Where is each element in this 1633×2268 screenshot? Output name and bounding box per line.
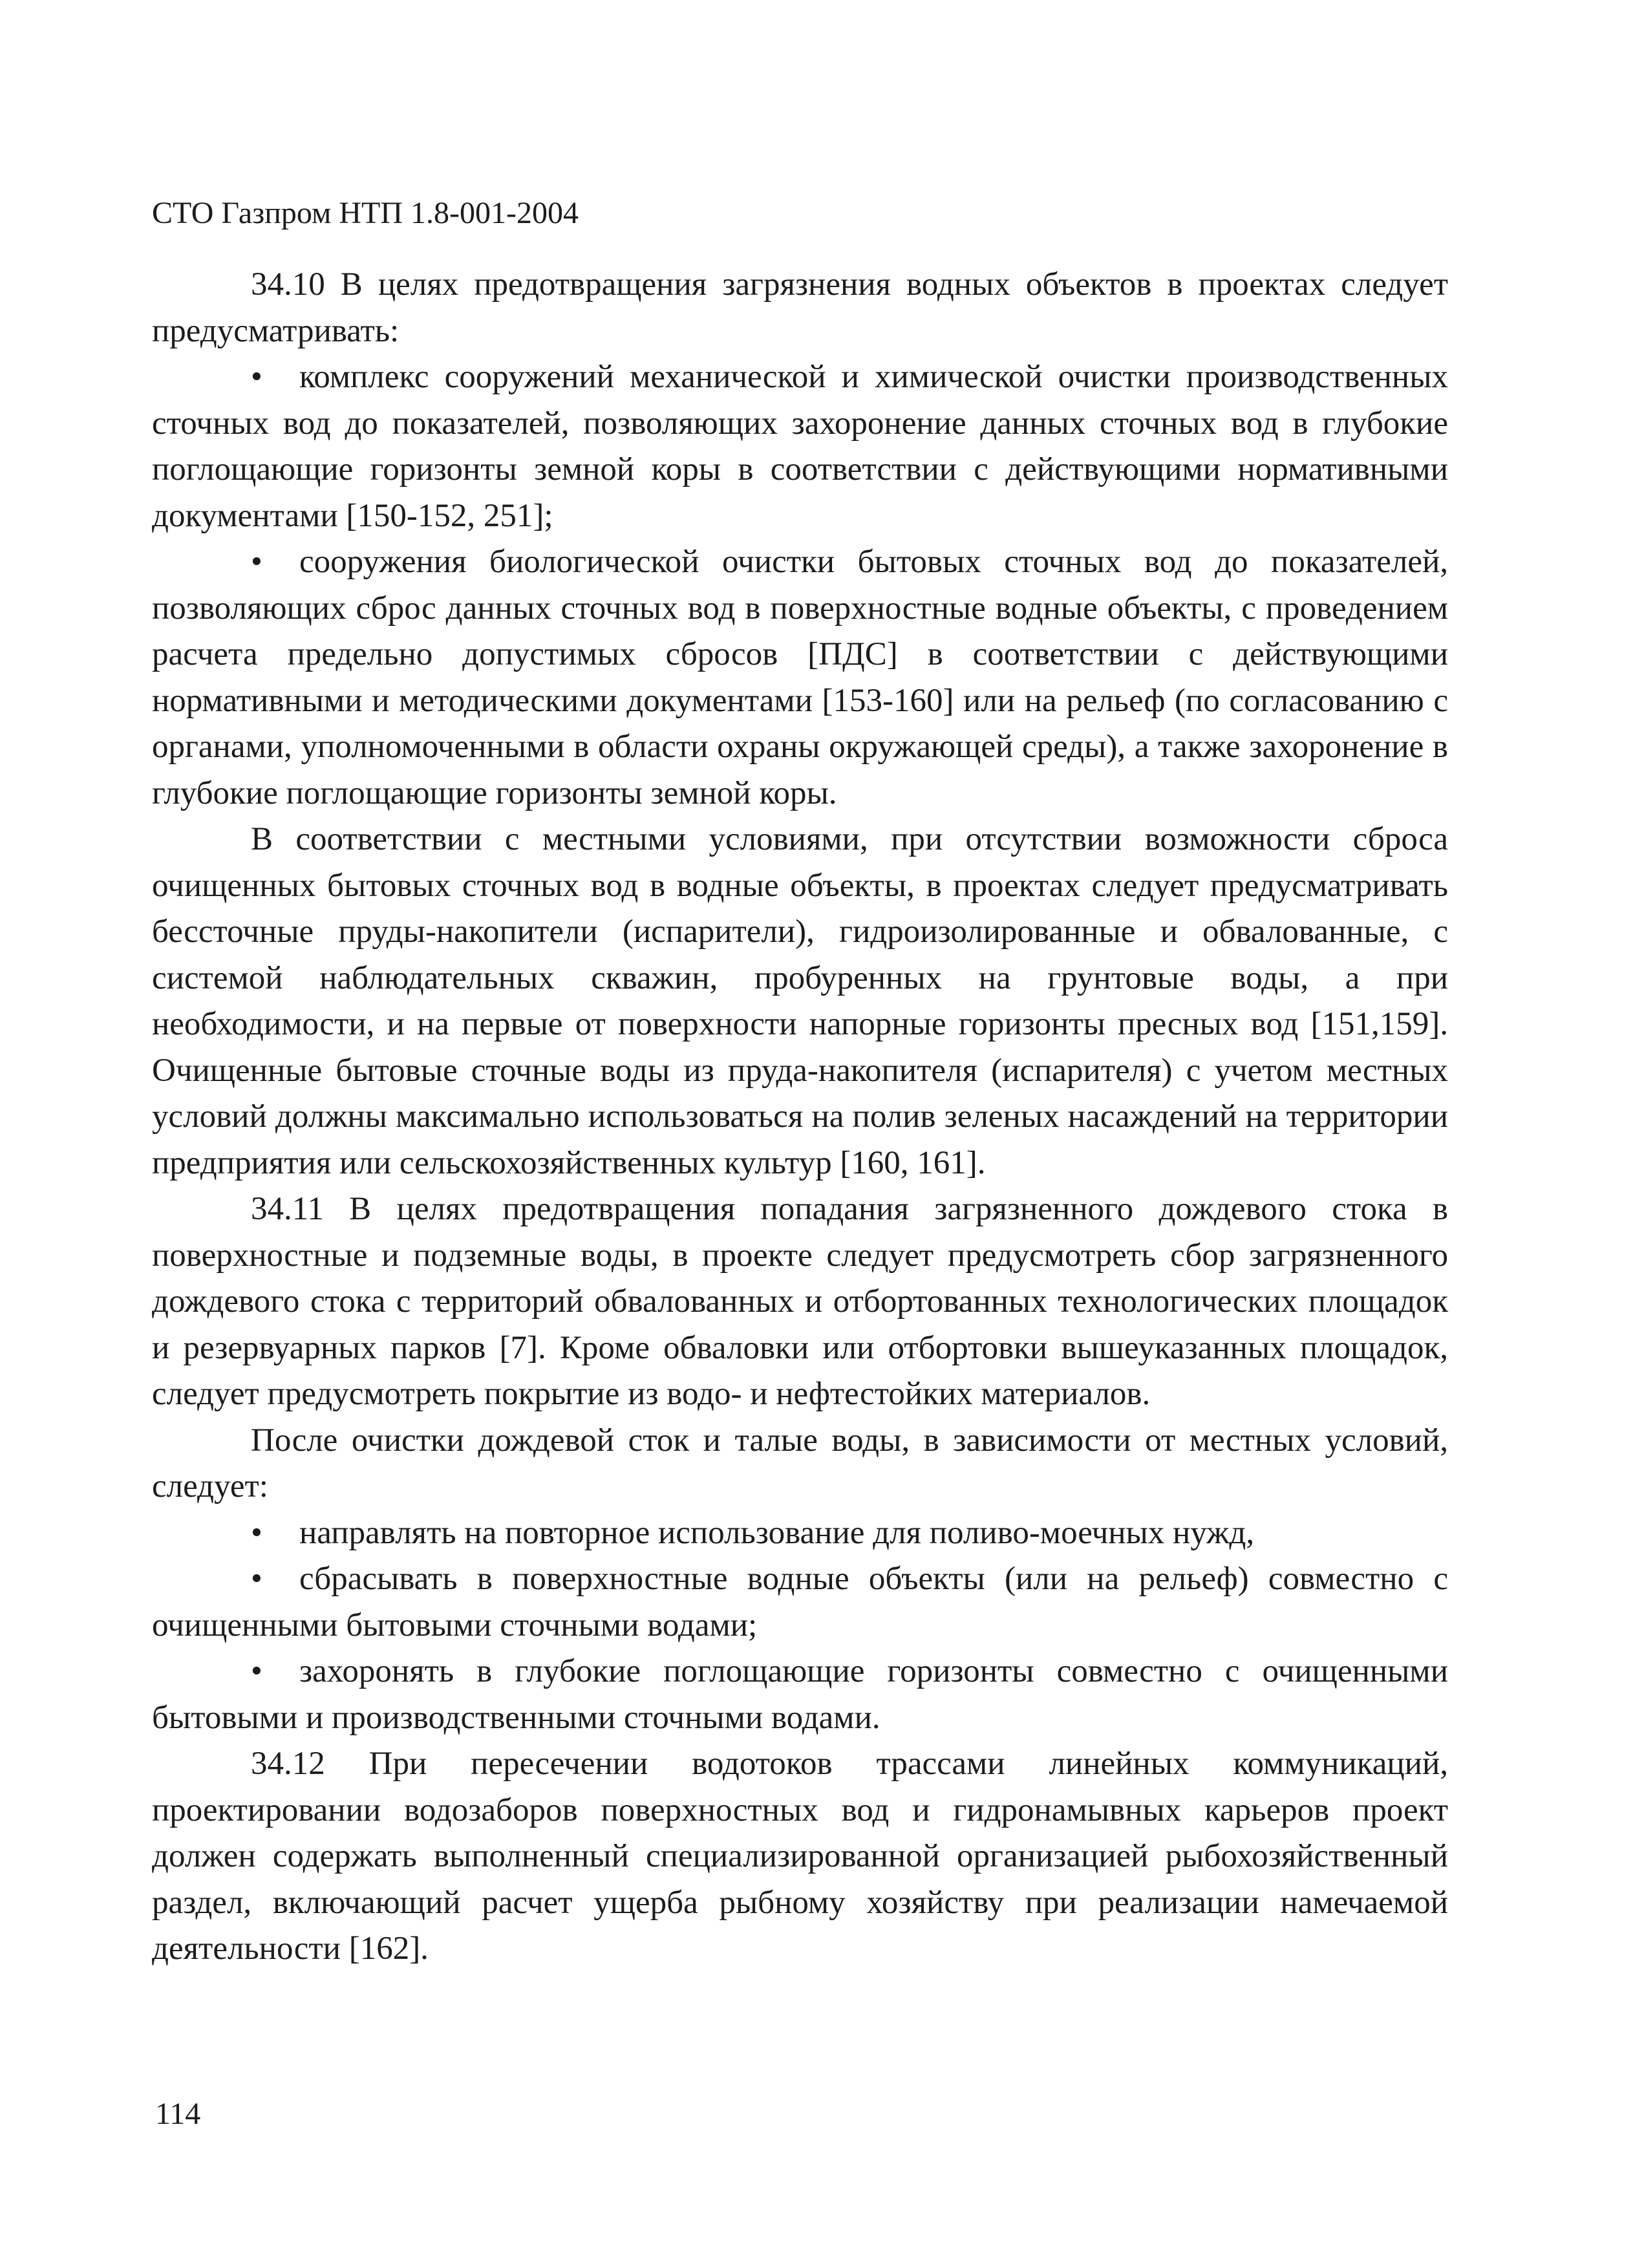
paragraph: После очистки дождевой сток и талые воды, в зависимости от местных условий, следует: [152,1422,1448,1504]
paragraph-34-12: 34.12 При пересечении водотоков трассами линейных коммуникаций, проектировании водозаборов поверхностных вод и гидронамывных карьеров проект должен содержать выполненный специализированной организацией рыбохозяйственный раздел, включающий расчет ущерба рыбному хозяйству при реализации намечаемой деятельности [162]. [152,1746,1448,1967]
list-item [152,539,1448,817]
list-item-text: захоронять в глубокие поглощающие горизонты совместно с очищенными бытовыми и производственными сточными водами. [152,1653,1448,1736]
list-item-text: сбрасывать в поверхностные водные объекты (или на рельеф) совместно с очищенными бытовыми сточными водами; [152,1561,1448,1643]
bullet-icon: • [251,359,262,395]
list-item-text: комплекс сооружений механической и химической очистки производственных сточных вод до показателей, позволяющих захоронение данных сточных вод в глубокие поглощающие горизонты земной коры в соответствии с действующими нормативными документами [150-152, 251]; [152,359,1448,534]
paragraph: В соответствии с местными условиями, при отсутствии возможности сброса очищенных бытовых сточных вод в водные объекты, в проектах следует предусматривать бессточные пруды-накопители (испарители), гидроизолированные и обвалованные, с системой наблюдательных скважин, пробуренных на грунтовые воды, а при необходимости, и на первые от поверхности напорные горизонты пресных вод [151,159]. Очищенные бытовые сточные воды из пруда-накопителя (испарителя) с учетом местных условий должны максимально использоваться на полив зеленых насаждений на территории предприятия или сельскохозяйственных культур [160, 161]. [152,821,1448,1181]
running-header: СТО Газпром НТП 1.8-001-2004 [152,196,579,230]
bullet-icon: • [251,1561,262,1597]
bullet-icon: • [251,544,262,580]
page-number: 114 [155,2097,201,2131]
list-item [152,1649,1448,1741]
list-item-text: направлять на повторное использование для поливо-моечных нужд, [299,1514,1255,1551]
bullet-icon: • [251,1653,262,1689]
list-item [152,1510,1448,1557]
list-item [152,354,1448,539]
body-text [152,262,1448,1973]
bullet-icon: • [251,1514,262,1551]
paragraph-34-10: 34.10 В целях предотвращения загрязнения водных объектов в проектах следует предусматривать: [152,266,1448,349]
paragraph-34-11: 34.11 В целях предотвращения попадания загрязненного дождевого стока в поверхностные и подземные воды, в проекте следует предусмотреть сбор загрязненного дождевого стока с территорий обвалованных и отбортованных технологических площадок и резервуарных парков [7]. Кроме обваловки или отбортовки вышеуказанных площадок, следует предусмотреть покрытие из водо- и нефтестойких материалов. [152,1191,1448,1412]
list-item [152,1556,1448,1649]
list-item-text: сооружения биологической очистки бытовых сточных вод до показателей, позволяющих сброс данных сточных вод в поверхностные водные объекты, с проведением расчета предельно допустимых сбросов [ПДС] в соответствии с действующими нормативными и методическими документами [153-160] или на рельеф (по согласованию с органами, уполномоченными в области охраны окружающей среды), а также захоронение в глубокие поглощающие горизонты земной коры. [152,544,1448,811]
